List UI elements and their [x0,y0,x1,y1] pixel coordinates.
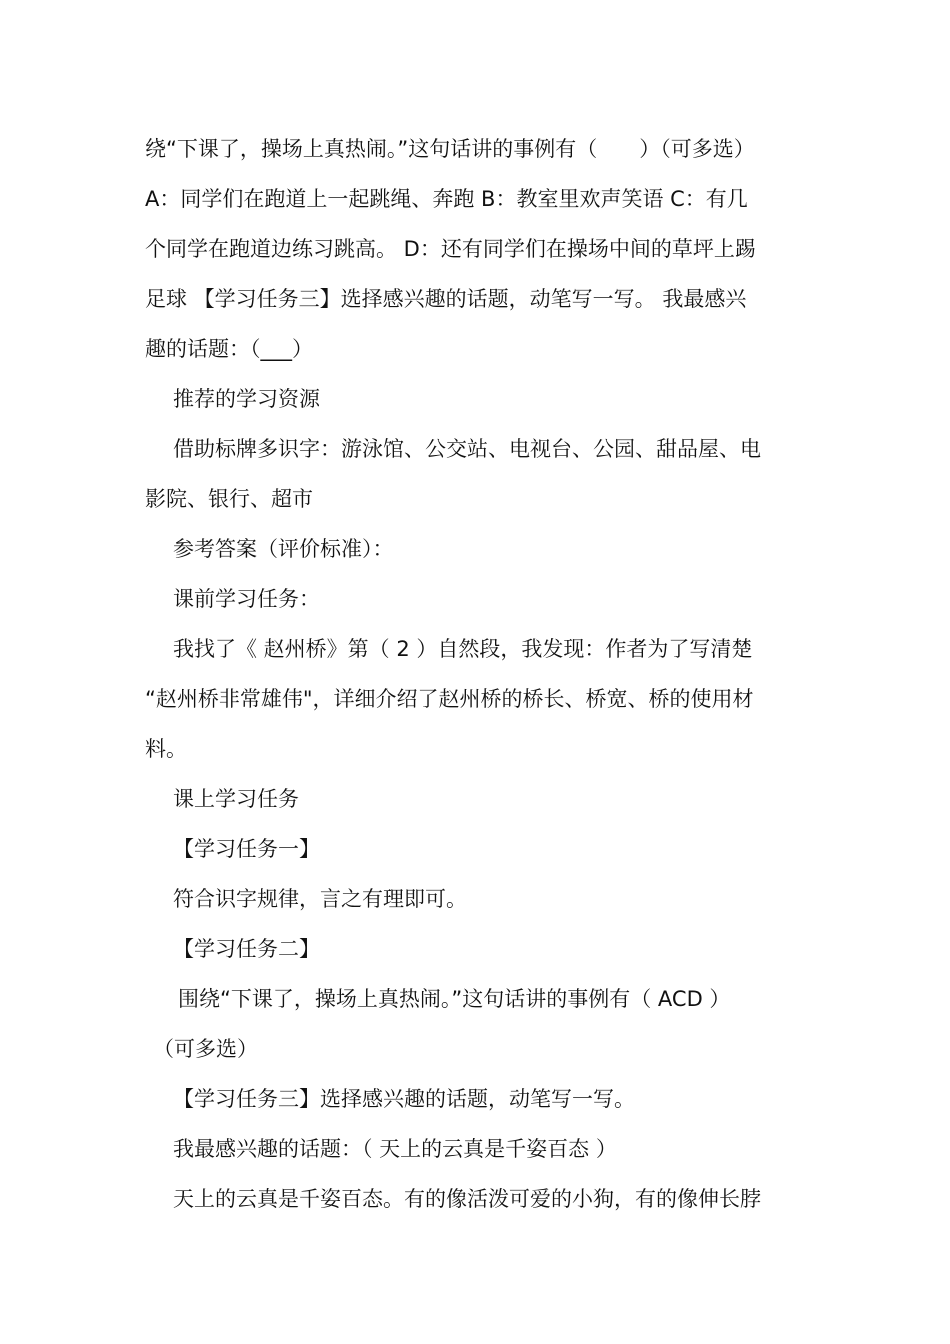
text-line: 我找了《 赵州桥》第（ 2 ）自然段，我发现：作者为了写清楚 [173,637,753,661]
section-heading: 课前学习任务： [173,587,320,611]
text-line: 符合识字规律，言之有理即可。 [173,887,467,911]
task-heading: 【学习任务二】 [173,937,320,961]
text-line: 绕“下课了，操场上真热闹。”这句话讲的事例有（ ）（可多选） [145,137,755,161]
text-line: 我最感兴趣的话题：（ 天上的云真是千姿百态 ） [173,1137,617,1161]
text-line: 足球 【学习任务三】选择感兴趣的话题，动笔写一写。 我最感兴 [145,287,747,311]
text-line: 料。 [145,737,187,761]
section-heading: 参考答案（评价标准）： [173,537,394,561]
text-line: 天上的云真是千姿百态。有的像活泼可爱的小狗，有的像伸长脖 [173,1187,761,1211]
text-line: A：同学们在跑道上一起跳绳、奔跑 B：教室里欢声笑语 C：有几 [145,187,748,211]
text-line: 借助标牌多识字：游泳馆、公交站、电视台、公园、甜品屋、电 [173,437,761,461]
section-heading: 课上学习任务 [173,787,299,811]
text-line: 影院、银行、超市 [145,487,313,511]
text-line: 个同学在跑道边练习跳高。 D：还有同学们在操场中间的草坪上踢 [145,237,756,261]
text-line: “赵州桥非常雄伟"，详细介绍了赵州桥的桥长、桥宽、桥的使用材 [145,687,754,711]
text-line: （可多选） [153,1037,258,1061]
text-line: 趣的话题：（___） [145,337,313,361]
task-heading: 【学习任务一】 [173,837,320,861]
task-heading: 【学习任务三】选择感兴趣的话题，动笔写一写。 [173,1087,635,1111]
document-body [145,124,810,1224]
text-line: 围绕“下课了，操场上真热闹。”这句话讲的事例有（ ACD ） [178,987,731,1011]
section-heading: 推荐的学习资源 [173,387,320,411]
